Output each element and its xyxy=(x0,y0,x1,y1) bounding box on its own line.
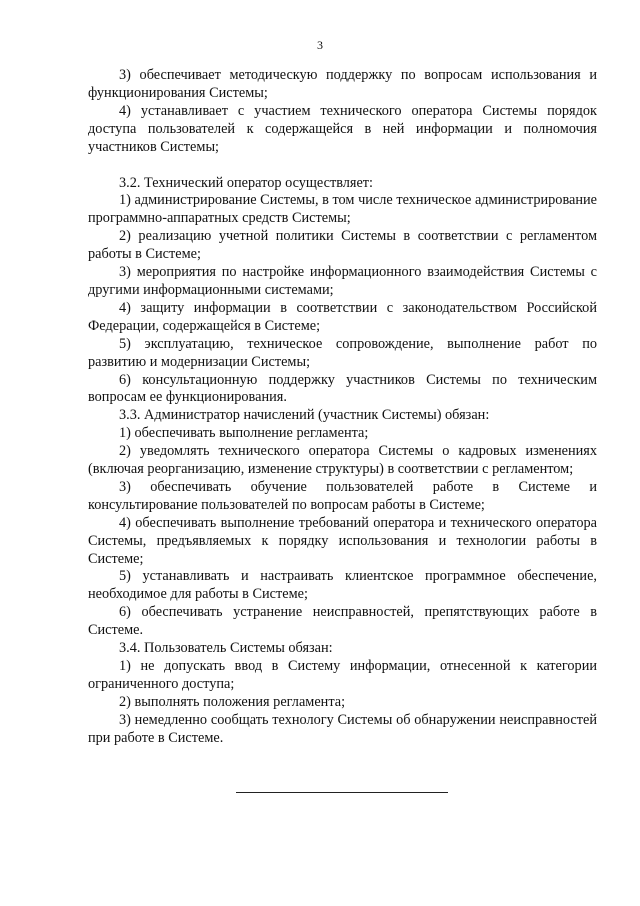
paragraph-3-1-item-4: 4) устанавливает с участием технического оператора Системы порядок доступа пользователей к содержащейся в ней информации и полномочия участников Системы; xyxy=(88,102,597,155)
paragraph-3-3-item-2: 2) уведомлять технического оператора Системы о кадровых изменениях (включая реорганизацию, изменение структуры) в соответствии с регламентом; xyxy=(88,443,597,478)
paragraph-3-3-item-6: 6) обеспечивать устранение неисправностей, препятствующих работе в Системе. xyxy=(88,604,597,639)
paragraph-3-3-item-3: 3) обеспечивать обучение пользователей работе в Системе и консультирование пользователей по вопросам работы в Системе; xyxy=(88,478,597,513)
section-3-3-heading: 3.3. Администратор начислений (участник Системы) обязан: xyxy=(119,407,490,424)
end-of-document-rule xyxy=(236,792,448,793)
document-body xyxy=(88,67,597,748)
section-3-2-heading: 3.2. Технический оператор осуществляет: xyxy=(119,174,374,191)
paragraph-3-2-item-2: 2) реализацию учетной политики Системы в соответствии с регламентом работы в Системе; xyxy=(88,228,597,263)
page-number: 3 xyxy=(317,38,323,52)
paragraph-3-2-item-6: 6) консультационную поддержку участников Системы по техническим вопросам ее функционирования. xyxy=(88,371,597,406)
paragraph-3-2-item-1: 1) администрирование Системы, в том числе техническое администрирование программно-аппаратных средств Системы; xyxy=(88,192,597,227)
paragraph-3-4-item-3: 3) немедленно сообщать технологу Системы об обнаружении неисправностей при работе в Системе. xyxy=(88,711,597,746)
paragraph-3-2-item-3: 3) мероприятия по настройке информационного взаимодействия Системы с другими информационными системами; xyxy=(88,264,597,298)
section-3-4-heading: 3.4. Пользователь Системы обязан: xyxy=(119,640,333,657)
paragraph-3-2-item-4: 4) защиту информации в соответствии с законодательством Российской Федерации, содержащейся в Системе; xyxy=(88,299,597,334)
paragraph-3-3-item-5: 5) устанавливать и настраивать клиентское программное обеспечение, необходимое для работы в Системе; xyxy=(88,568,597,603)
paragraph-3-2-item-5: 5) эксплуатацию, техническое сопровождение, выполнение работ по развитию и модернизации Системы; xyxy=(88,335,597,370)
paragraph-3-3-item-4: 4) обеспечивать выполнение требований оператора и технического оператора Системы, предъявляемых к порядку использования и технологии работы в Системе; xyxy=(88,514,597,567)
paragraph-3-1-item-3: 3) обеспечивает методическую поддержку по вопросам использования и функционирования Системы; xyxy=(88,67,597,101)
paragraph-3-4-item-1: 1) не допускать ввод в Систему информации, отнесенной к категории ограниченного доступа; xyxy=(88,658,597,692)
paragraph-3-3-item-1: 1) обеспечивать выполнение регламента; xyxy=(119,425,369,442)
paragraph-3-4-item-2: 2) выполнять положения регламента; xyxy=(119,693,346,710)
